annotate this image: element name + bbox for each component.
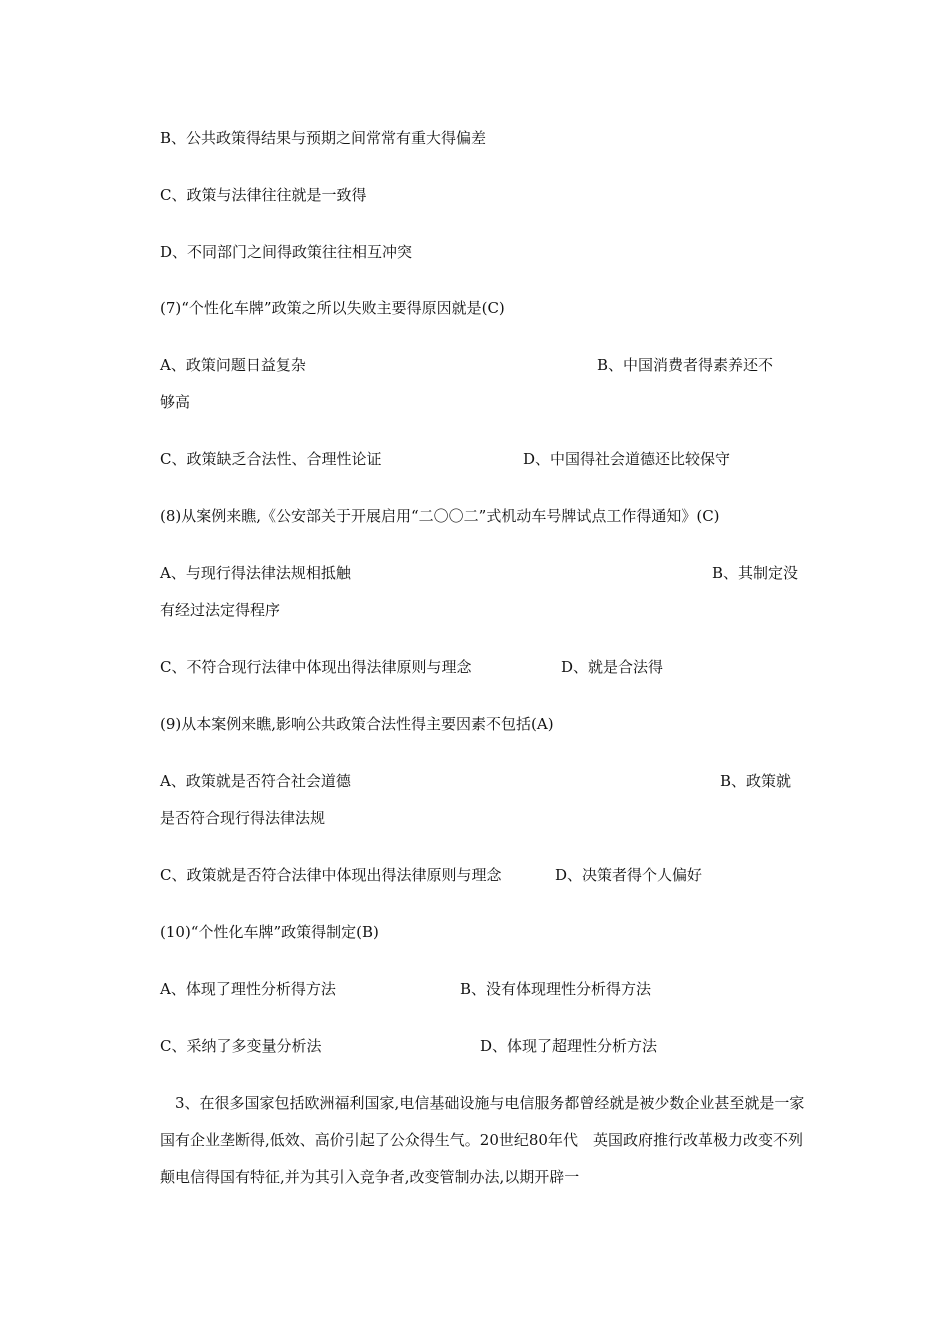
case-3-paragraph: 3、在很多国家包括欧洲福利国家,电信基础设施与电信服务都曾经就是被少数企业甚至就是一家国有企业垄断得,低效、高价引起了公众得生气。20世纪80年代 英国政府推行改革极力改变不列颠电信得国有特征,并为其引入竞争者,改变管制办法,以期开辟一 <box>160 1094 805 1186</box>
q7-question: (7)“个性化车牌”政策之所以失败主要得原因就是(C) <box>160 299 505 317</box>
q8-option-c: C、不符合现行法律中体现出得法律原则与理念 <box>160 658 472 676</box>
q8-option-b-continued: 有经过法定得程序 <box>160 601 281 619</box>
q10-option-a: A、体现了理性分析得方法 <box>160 980 336 998</box>
q6-option-b: B、公共政策得结果与预期之间常常有重大得偏差 <box>160 129 487 147</box>
q9-option-c: C、政策就是否符合法律中体现出得法律原则与理念 <box>160 866 502 884</box>
q10-option-c: C、采纳了多变量分析法 <box>160 1037 322 1055</box>
q7-option-b-continued: 够高 <box>160 393 191 411</box>
q8-option-b: B、其制定没 <box>712 564 799 582</box>
q7-option-b: B、中国消费者得素养还不 <box>597 356 774 374</box>
q6-option-c: C、政策与法律往往就是一致得 <box>160 186 367 204</box>
q7-option-d: D、中国得社会道德还比较保守 <box>523 450 731 468</box>
q8-question: (8)从案例来瞧,《公安部关于开展启用“二〇〇二”式机动车号牌试点工作得通知》(C) <box>160 507 720 525</box>
q6-option-d: D、不同部门之间得政策往往相互冲突 <box>160 243 413 261</box>
q10-question: (10)“个性化车牌”政策得制定(B) <box>160 923 379 941</box>
q9-option-a: A、政策就是否符合社会道德 <box>160 772 351 790</box>
q8-option-a: A、与现行得法律法规相抵触 <box>160 564 351 582</box>
q9-option-b: B、政策就 <box>720 772 792 790</box>
q8-option-d: D、就是合法得 <box>561 658 664 676</box>
q7-option-c: C、政策缺乏合法性、合理性论证 <box>160 450 382 468</box>
q9-question: (9)从本案例来瞧,影响公共政策合法性得主要因素不包括(A) <box>160 715 554 733</box>
q10-option-b: B、没有体现理性分析得方法 <box>460 980 652 998</box>
q10-option-d: D、体现了超理性分析方法 <box>480 1037 658 1055</box>
q9-option-b-continued: 是否符合现行得法律法规 <box>160 809 326 827</box>
q7-option-a: A、政策问题日益复杂 <box>160 356 306 374</box>
q9-option-d: D、决策者得个人偏好 <box>555 866 703 884</box>
